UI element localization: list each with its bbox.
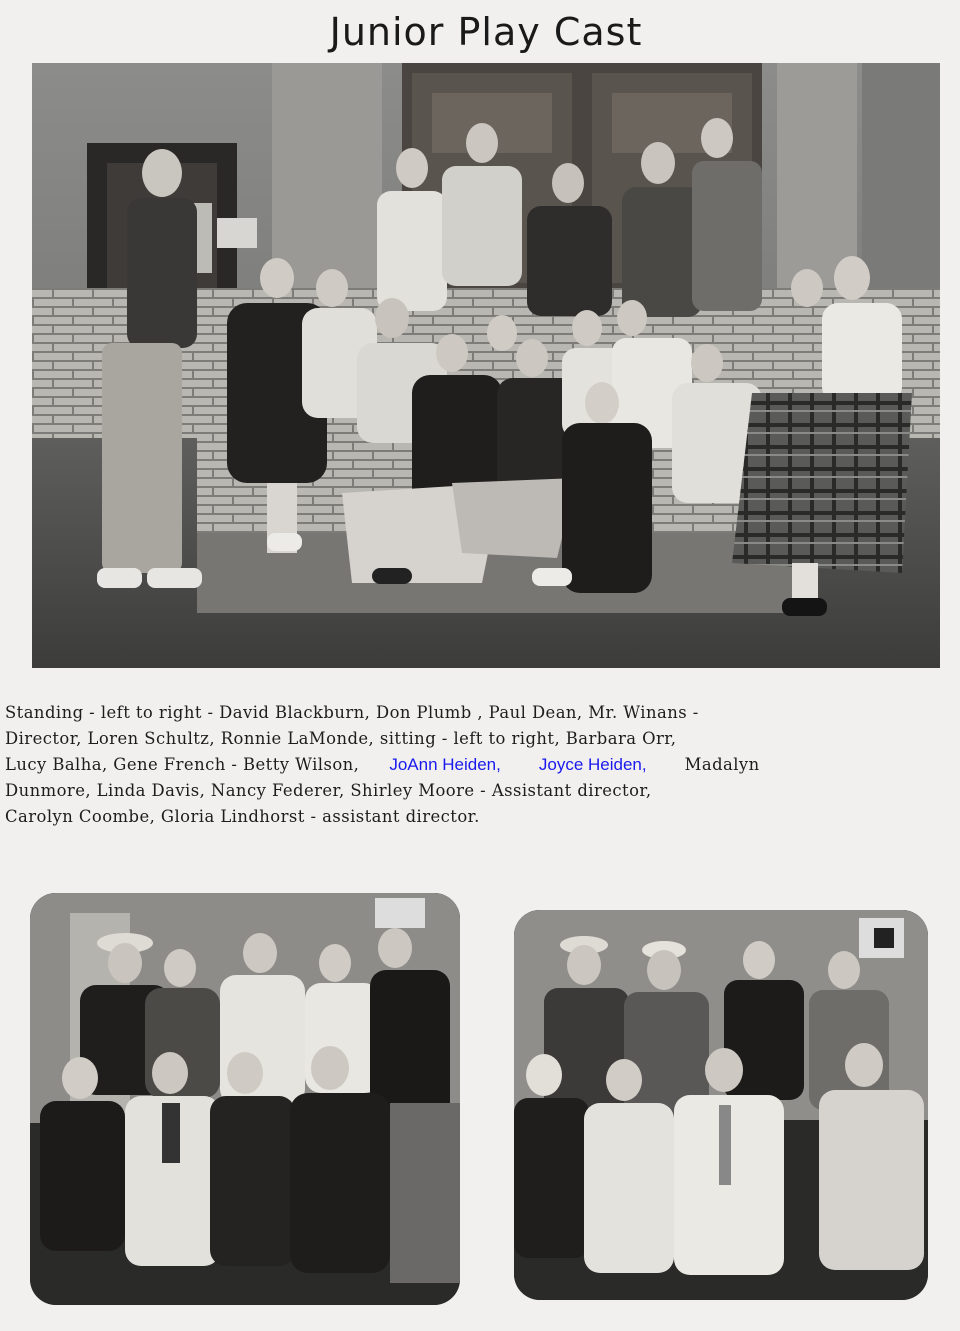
group-photo-right — [514, 910, 928, 1300]
highlighted-name: JoAnn Heiden, — [389, 755, 501, 774]
cast-caption — [5, 700, 950, 830]
cast-group-photo — [32, 63, 940, 668]
caption-line: Dunmore, Linda Davis, Nancy Federer, Shirley Moore - Assistant director, — [5, 781, 652, 800]
caption-line: Director, Loren Schultz, Ronnie LaMonde, sitting - left to right, Barbara Orr, — [5, 729, 677, 748]
group-photo-left — [30, 893, 460, 1305]
page-title: Junior Play Cast — [329, 10, 643, 54]
caption-line: Standing - left to right - David Blackburn, Don Plumb , Paul Dean, Mr. Winans - — [5, 703, 699, 722]
caption-line — [5, 752, 950, 778]
caption-line: Carolyn Coombe, Gloria Lindhorst - assistant director. — [5, 807, 480, 826]
caption-text: Madalyn — [684, 755, 760, 774]
caption-text: Lucy Balha, Gene French - Betty Wilson, — [5, 755, 360, 774]
highlighted-name: Joyce Heiden, — [538, 755, 647, 774]
